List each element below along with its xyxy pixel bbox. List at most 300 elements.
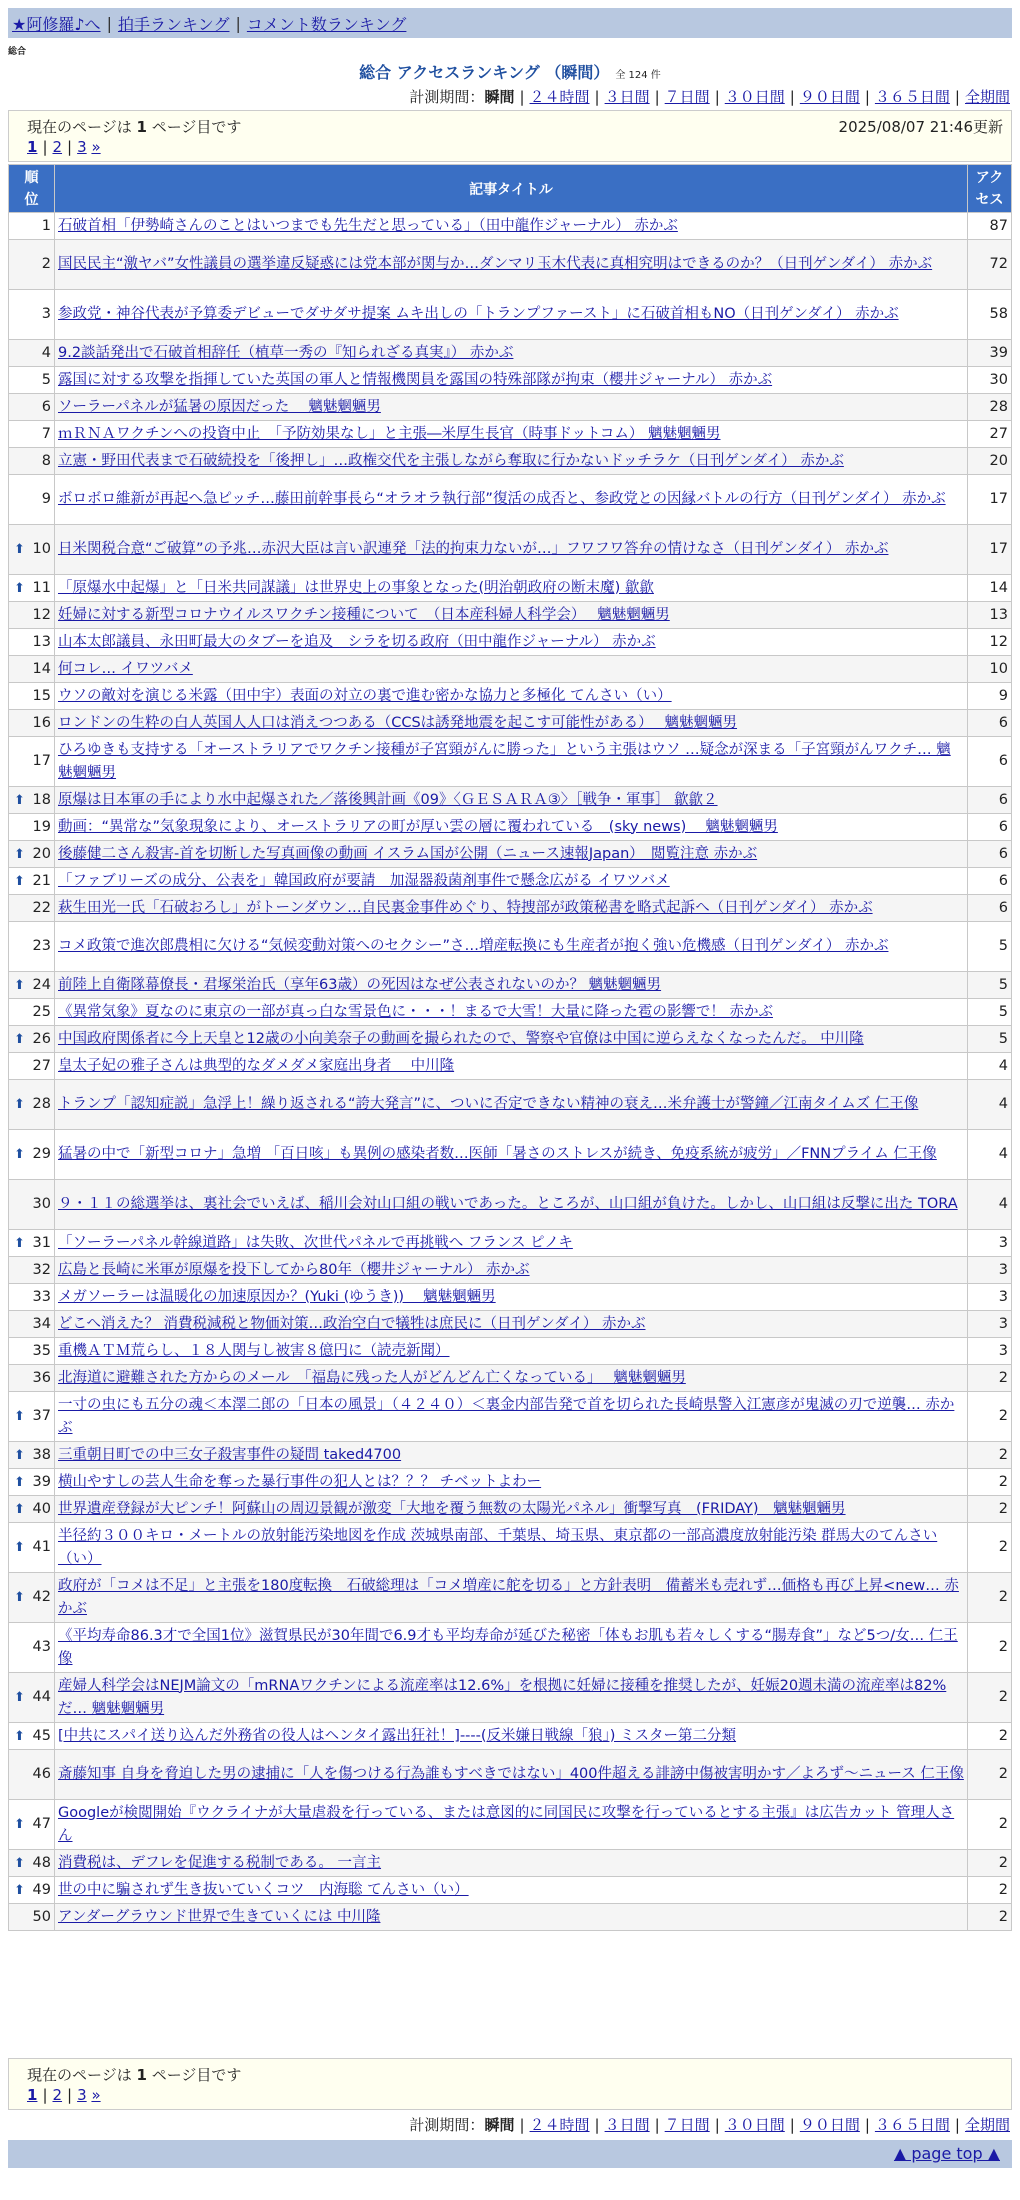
table-row <box>9 1673 1012 1723</box>
rank-cell <box>9 1257 55 1284</box>
title-cell <box>55 1284 968 1311</box>
rank-number: 22 <box>32 899 51 916</box>
rank-number: 34 <box>32 1315 51 1332</box>
title-cell <box>55 1673 968 1723</box>
rank-number: 20 <box>32 845 51 862</box>
title-cell <box>55 814 968 841</box>
rank-up-arrow-icon: ⬆ <box>14 1882 25 1898</box>
rank-cell <box>9 213 55 240</box>
title-cell <box>55 290 968 340</box>
rank-cell <box>9 340 55 367</box>
title-cell <box>55 1080 968 1130</box>
header-access: アクセス <box>968 165 1012 213</box>
nav-link-asyura[interactable]: ★阿修羅♪へ <box>12 14 101 34</box>
table-header-row <box>9 165 1012 213</box>
access-count: 4 <box>968 1180 1012 1230</box>
title-cell <box>55 213 968 240</box>
page-info-suffix: ページ目です <box>146 2066 242 2084</box>
rank-cell <box>9 1904 55 1931</box>
rank-cell <box>9 1230 55 1257</box>
rank-cell <box>9 1523 55 1573</box>
article-title-link[interactable]: 立憲・野田代表まで石破続投を「後押し」…政権交代を主張しながら奪取に行かないドッチラケ（日刊ゲンダイ） 赤かぶ <box>58 452 844 469</box>
rank-cell <box>9 1026 55 1053</box>
access-count: 14 <box>968 575 1012 602</box>
period-option[interactable]: ３日間 <box>604 2116 650 2134</box>
access-count: 72 <box>968 240 1012 290</box>
article-title-link[interactable]: ロンドンの生粋の白人英国人人口は消えつつある（CCSは誘発地震を起こす可能性がある） 魑魅魍魎男 <box>58 714 738 731</box>
period-selector-bottom <box>409 2114 1010 2135</box>
access-count: 6 <box>968 895 1012 922</box>
period-option[interactable]: ２４時間 <box>529 2116 590 2134</box>
period-separator: | <box>789 88 795 106</box>
table-row <box>9 475 1012 525</box>
nav-link-comment-ranking[interactable]: コメント数ランキング <box>246 14 407 34</box>
article-title-link[interactable]: 斎藤知事 自身を脅迫した男の逮捕に「人を傷つける行為誰もすべきではない」400件超える誹謗中傷被害明かす／よろず～ニュース 仁王像 <box>58 1766 964 1782</box>
rank-number: 4 <box>41 344 51 361</box>
title-cell <box>55 1496 968 1523</box>
table-row <box>9 340 1012 367</box>
title-cell <box>55 525 968 575</box>
table-row <box>9 1850 1012 1877</box>
access-count: 30 <box>968 367 1012 394</box>
article-title-link[interactable]: 横山やすしの芸人生命を奪った暴行事件の犯人とは？？？ チベットよわー <box>58 1473 542 1490</box>
article-title-link[interactable]: 妊婦に対する新型コロナウイルスワクチン接種について （日本産科婦人科学会） 魑魅魍魎男 <box>58 606 670 623</box>
rank-number: 24 <box>32 976 51 993</box>
rank-number: 18 <box>32 791 51 808</box>
title-cell <box>55 629 968 656</box>
total-count: 全 124 件 <box>615 70 661 81</box>
access-count: 3 <box>968 1311 1012 1338</box>
access-count: 2 <box>968 1469 1012 1496</box>
rank-number: 23 <box>32 938 51 954</box>
access-count: 2 <box>968 1442 1012 1469</box>
rank-cell <box>9 1080 55 1130</box>
page-title: 総合 アクセスランキング （瞬間） <box>359 63 610 82</box>
table-row <box>9 999 1012 1026</box>
rank-cell <box>9 1573 55 1623</box>
page-info-prefix: 現在のページは <box>27 2066 137 2084</box>
period-option[interactable]: ３日間 <box>604 88 650 106</box>
article-title-link[interactable]: ソーラーパネルが猛暑の原因だった 魑魅魍魎男 <box>58 398 381 415</box>
rank-cell <box>9 787 55 814</box>
rank-number: 31 <box>32 1234 51 1251</box>
title-cell <box>55 1180 968 1230</box>
table-row <box>9 1523 1012 1573</box>
rank-number: 1 <box>41 217 51 234</box>
title-cell <box>55 656 968 683</box>
rank-number: 26 <box>32 1030 51 1047</box>
access-count: 2 <box>968 1392 1012 1442</box>
nav-separator: | <box>235 13 241 33</box>
rank-up-arrow-icon: ⬆ <box>14 1817 25 1832</box>
table-row <box>9 1053 1012 1080</box>
access-count: 2 <box>968 1496 1012 1523</box>
table-row <box>9 1496 1012 1523</box>
table-row <box>9 737 1012 787</box>
rank-number: 29 <box>32 1146 51 1162</box>
period-label: 計測期間： <box>409 88 485 106</box>
article-title-link[interactable]: ボロボロ維新が再起へ急ピッチ…藤田前幹事長ら“オラオラ執行部”復活の成否と、参政党との因縁バトルの行方（日刊ゲンダイ） 赤かぶ <box>58 491 946 507</box>
rank-cell <box>9 1311 55 1338</box>
period-separator: | <box>519 2116 525 2134</box>
article-title-link[interactable]: 9.2談話発出で石破首相辞任（植草一秀の『知られざる真実』） 赤かぶ <box>58 344 514 361</box>
title-cell <box>55 737 968 787</box>
pager-page-link[interactable]: 2 <box>52 138 63 156</box>
article-title-link[interactable]: コメ政策で進次郎農相に欠ける“気候変動対策へのセクシー”さ…増産転換にも生産者が抱く強い危機感（日刊ゲンダイ） 赤かぶ <box>58 938 889 954</box>
period-option[interactable]: ７日間 <box>664 88 710 106</box>
table-row <box>9 1257 1012 1284</box>
rank-number: 32 <box>32 1261 51 1278</box>
table-row <box>9 367 1012 394</box>
rank-up-arrow-icon: ⬆ <box>14 1447 25 1463</box>
title-cell <box>55 922 968 972</box>
access-count: 17 <box>968 525 1012 575</box>
article-title-link[interactable]: 石破首相「伊勢崎さんのことはいつまでも先生だと思っている」（田中龍作ジャーナル） 赤かぶ <box>58 217 678 234</box>
table-row <box>9 710 1012 737</box>
rank-number: 2 <box>41 256 51 272</box>
rank-number: 3 <box>41 306 51 322</box>
page-info-number: 1 <box>136 118 147 136</box>
period-option[interactable]: ９０日間 <box>799 88 860 106</box>
rank-cell <box>9 1723 55 1750</box>
article-title-link[interactable]: 前陸上自衛隊幕僚長・君塚栄治氏（享年63歳）の死因はなぜ公表されないのか？ 魑魅魍魎男 <box>58 976 662 993</box>
title-cell <box>55 1130 968 1180</box>
rank-number: 47 <box>32 1816 51 1832</box>
updated-timestamp: 2025/08/07 21:46更新 <box>838 118 1003 136</box>
table-row <box>9 656 1012 683</box>
rank-number: 16 <box>32 714 51 731</box>
article-title-link[interactable]: Googleが検閲開始『ウクライナが大量虐殺を行っている、または意図的に同国民に攻撃を行っているとする主張』は広告カット 管理人さん <box>58 1804 955 1844</box>
title-cell <box>55 1850 968 1877</box>
rank-cell <box>9 683 55 710</box>
article-title-link[interactable]: 《平均寿命86.3才で全国1位》滋賀県民が30年間で6.9才も平均寿命が延びた秘密「体もお肌も若々しくする“腸寿食”」など5つ/女… 仁王像 <box>58 1627 958 1667</box>
article-title-link[interactable]: アンダーグラウンド世界で生きていくには 中川隆 <box>58 1908 381 1925</box>
rank-up-arrow-icon: ⬆ <box>14 1147 25 1162</box>
title-cell <box>55 394 968 421</box>
rank-cell <box>9 1623 55 1673</box>
rank-cell <box>9 895 55 922</box>
rank-number: 7 <box>41 425 51 442</box>
rank-up-arrow-icon: ⬆ <box>14 1855 25 1871</box>
period-option[interactable]: ９０日間 <box>799 2116 860 2134</box>
nav-separator: | <box>106 13 112 33</box>
article-title-link[interactable]: 萩生田光一氏「石破おろし」がトーンダウン…自民裏金事件めぐり、特捜部が政策秘書を略式起訴へ（日刊ゲンダイ） 赤かぶ <box>58 899 873 916</box>
rank-cell <box>9 290 55 340</box>
access-count: 2 <box>968 1750 1012 1800</box>
article-title-link[interactable]: 世の中に騙されず生き抜いていくコツ 内海聡 てんさい（い） <box>58 1881 469 1898</box>
table-row <box>9 421 1012 448</box>
article-title-link[interactable]: ひろゆきも支持する「オーストラリアでワクチン接種が子宮頸がんに勝った」という主張はウソ …疑念が深まる「子宮頸がんワクチ… 魑魅魍魎男 <box>58 741 951 781</box>
rank-up-arrow-icon: ⬆ <box>14 1728 25 1744</box>
access-count: 4 <box>968 1080 1012 1130</box>
pager-page-link[interactable]: 3 <box>77 138 87 156</box>
rank-cell <box>9 922 55 972</box>
period-separator: | <box>594 88 600 106</box>
table-row <box>9 1623 1012 1673</box>
table-row <box>9 1904 1012 1931</box>
period-option[interactable]: ３０日間 <box>724 2116 785 2134</box>
table-row <box>9 868 1012 895</box>
article-title-link[interactable]: 中国政府関係者に今上天皇と12歳の小向美奈子の動画を撮られたので、警察や官僚は中国に逆らえなくなったんだ。 中川隆 <box>58 1030 864 1047</box>
rank-up-arrow-icon: ⬆ <box>14 977 25 993</box>
article-title-link[interactable]: 「ソーラーパネル幹線道路」は失敗、次世代パネルで再挑戦へ フランス ピノキ <box>58 1234 573 1251</box>
rank-number: 30 <box>32 1196 51 1212</box>
period-selector-top <box>409 86 1010 107</box>
period-option[interactable]: ３０日間 <box>724 88 785 106</box>
rank-cell <box>9 1673 55 1723</box>
article-title-link[interactable]: ９・１１の総選挙は、裏社会でいえば、稲川会対山口組の戦いであった。ところが、山口組が負けた。しかし、山口組は反撃に出た TORA <box>58 1196 958 1212</box>
title-cell <box>55 448 968 475</box>
title-cell <box>55 475 968 525</box>
table-row <box>9 575 1012 602</box>
article-title-link[interactable]: 山本太郎議員、永田町最大のタブーを追及 シラを切る政府（田中龍作ジャーナル） 赤かぶ <box>58 633 656 650</box>
title-cell <box>55 1800 968 1850</box>
access-count: 20 <box>968 448 1012 475</box>
table-row <box>9 1026 1012 1053</box>
pager-page-link[interactable]: 3 <box>77 2086 87 2104</box>
rank-cell <box>9 972 55 999</box>
article-title-link[interactable]: 半径約３００キロ・メートルの放射能汚染地図を作成 茨城県南部、千葉県、埼玉県、東京都の一部高濃度放射能汚染 群馬大のてんさい（い） <box>58 1527 938 1567</box>
article-title-link[interactable]: 日米関税合意“ご破算”の予兆…赤沢大臣は言い訳連発「法的拘束力ないが…」フワフワ答弁の情けなさ（日刊ゲンダイ） 赤かぶ <box>58 541 889 557</box>
article-title-link[interactable]: 原爆は日本軍の手により水中起爆された／落後興計画《09》〈ＧＥＳＡＲＡ③〉［戦争・軍事］ 歙歙２ <box>58 791 718 808</box>
top-nav-bar <box>8 8 1012 38</box>
access-count: 6 <box>968 868 1012 895</box>
table-row <box>9 525 1012 575</box>
rank-cell <box>9 629 55 656</box>
pager-page-link[interactable]: 1 <box>27 2086 38 2104</box>
rank-number: 48 <box>32 1854 51 1871</box>
rank-cell <box>9 421 55 448</box>
title-cell <box>55 999 968 1026</box>
access-count: 6 <box>968 841 1012 868</box>
rank-number: 42 <box>32 1589 51 1605</box>
title-cell <box>55 1750 968 1800</box>
rank-cell <box>9 1750 55 1800</box>
access-count: 4 <box>968 1130 1012 1180</box>
page-info-text <box>27 116 241 137</box>
rank-number: 49 <box>32 1881 51 1898</box>
category-label: 総合 <box>8 47 27 57</box>
access-count: 2 <box>968 1877 1012 1904</box>
footer-bar <box>8 2140 1012 2168</box>
access-count: 17 <box>968 475 1012 525</box>
rank-up-arrow-icon: ⬆ <box>14 873 25 889</box>
period-option: 瞬間 <box>484 2116 515 2134</box>
period-option: 瞬間 <box>484 88 515 106</box>
rank-number: 11 <box>32 579 51 596</box>
article-title-link[interactable]: 三重朝日町での中三女子殺害事件の疑問 taked4700 <box>58 1446 402 1463</box>
access-count: 87 <box>968 213 1012 240</box>
table-row <box>9 394 1012 421</box>
table-row <box>9 1392 1012 1442</box>
period-option[interactable]: ３６５日間 <box>874 88 950 106</box>
table-row <box>9 1573 1012 1623</box>
rank-number: 39 <box>32 1473 51 1490</box>
nav-link-clap-ranking[interactable]: 拍手ランキング <box>117 14 230 34</box>
rank-up-arrow-icon: ⬆ <box>14 542 25 557</box>
rank-cell <box>9 525 55 575</box>
access-count: 58 <box>968 290 1012 340</box>
article-title-link[interactable]: 猛暑の中で「新型コロナ」急増 「百日咳」も異例の感染者数…医師「暑さのストレスが続き、免疫系統が疲労」／FNNプライム 仁王像 <box>58 1146 937 1162</box>
access-count: 5 <box>968 999 1012 1026</box>
rank-cell <box>9 367 55 394</box>
access-count: 3 <box>968 1284 1012 1311</box>
table-row <box>9 972 1012 999</box>
ranking-table <box>8 164 1012 1931</box>
article-title-link[interactable]: 重機ＡＴＭ荒らし、１８人関与し被害８億円に（読売新聞） <box>58 1342 450 1359</box>
ranking-table-body <box>9 213 1012 1931</box>
period-separator: | <box>954 88 960 106</box>
rank-up-arrow-icon: ⬆ <box>14 1690 25 1705</box>
rank-number: 15 <box>32 687 51 704</box>
table-row <box>9 1723 1012 1750</box>
period-option[interactable]: ２４時間 <box>529 88 590 106</box>
rank-up-arrow-icon: ⬆ <box>14 1097 25 1112</box>
rank-number: 36 <box>32 1369 51 1386</box>
pager-next-link[interactable]: » <box>91 138 101 156</box>
rank-cell <box>9 1338 55 1365</box>
rank-number: 5 <box>41 371 51 388</box>
access-count: 39 <box>968 340 1012 367</box>
access-count: 2 <box>968 1523 1012 1573</box>
period-separator: | <box>714 88 720 106</box>
access-count: 6 <box>968 710 1012 737</box>
table-row <box>9 290 1012 340</box>
rank-number: 25 <box>32 1003 51 1020</box>
rank-cell <box>9 814 55 841</box>
article-title-link[interactable]: 後藤健二さん殺害-首を切断した写真画像の動画 イスラム国が公開（ニュース速報Japan） 閲覧注意 赤かぶ <box>58 845 758 862</box>
rank-number: 44 <box>32 1689 51 1705</box>
rank-cell <box>9 1469 55 1496</box>
access-count: 9 <box>968 683 1012 710</box>
rank-cell <box>9 575 55 602</box>
article-title-link[interactable]: 広島と長崎に米軍が原爆を投下してから80年（櫻井ジャーナル） 赤かぶ <box>58 1261 530 1278</box>
page-info-box-top <box>8 110 1012 162</box>
rank-cell <box>9 841 55 868</box>
title-cell <box>55 1723 968 1750</box>
rank-cell <box>9 1180 55 1230</box>
rank-cell <box>9 475 55 525</box>
pager-next-link[interactable]: » <box>91 2086 101 2104</box>
rank-cell <box>9 1877 55 1904</box>
pager-page-link[interactable]: 1 <box>27 138 38 156</box>
period-separator: | <box>864 88 870 106</box>
table-row <box>9 1080 1012 1130</box>
rank-up-arrow-icon: ⬆ <box>14 846 25 862</box>
page-top-link[interactable]: ▲ page top ▲ <box>893 2144 1000 2163</box>
article-title-link[interactable]: [中共にスパイ送り込んだ外務省の役人はヘンタイ露出狂社！]----(反米嫌日戦線「狼」) ミスター第二分類 <box>58 1727 737 1744</box>
access-count: 6 <box>968 814 1012 841</box>
article-title-link[interactable]: 皇太子妃の雅子さんは典型的なダメダメ家庭出身者 中川隆 <box>58 1057 455 1074</box>
rank-cell <box>9 1800 55 1850</box>
title-cell <box>55 868 968 895</box>
article-title-link[interactable]: 「ファブリーズの成分、公表を」韓国政府が要請 加湿器殺菌剤事件で懸念広がる イワツバメ <box>58 872 670 889</box>
period-separator: | <box>594 2116 600 2134</box>
access-count: 28 <box>968 394 1012 421</box>
rank-number: 46 <box>32 1766 51 1782</box>
title-cell <box>55 1573 968 1623</box>
article-title-link[interactable]: 参政党・神谷代表が予算委デビューでダサダサ提案 ムキ出しの「トランプファースト」に石破首相もNO（日刊ゲンダイ） 赤かぶ <box>58 306 899 322</box>
article-title-link[interactable]: トランプ「認知症説」急浮上！繰り返される“誇大発言”に、ついに否定できない精神の衰え…米弁護士が警鐘／江南タイムズ 仁王像 <box>58 1096 919 1112</box>
article-title-link[interactable]: メガソーラーは温暖化の加速原因か？(Yuki (ゆうき)) 魑魅魍魎男 <box>58 1288 496 1305</box>
page-info-number: 1 <box>136 2066 147 2084</box>
rank-number: 9 <box>41 491 51 507</box>
article-title-link[interactable]: 政府が「コメは不足」と主張を180度転換 石破総理は「コメ増産に舵を切る」と方針表明 備蓄米も売れず…価格も再び上昇<new… 赤かぶ <box>58 1577 959 1617</box>
article-title-link[interactable]: 産婦人科学会はNEJM論文の「mRNAワクチンによる流産率は12.6%」を根拠に妊婦に接種を推奨したが、妊娠20週未満の流産率は82%だ… 魑魅魍魎男 <box>58 1677 947 1717</box>
article-title-link[interactable]: 動画：“異常な”気象現象により、オーストラリアの町が厚い雲の層に覆われている (sky news) 魑魅魍魎男 <box>58 818 778 835</box>
title-cell <box>55 575 968 602</box>
access-count: 3 <box>968 1338 1012 1365</box>
table-row <box>9 787 1012 814</box>
rank-cell <box>9 1496 55 1523</box>
article-title-link[interactable]: 一寸の虫にも五分の魂＜本澤二郎の「日本の風景」（４２４０）＜裏金内部告発で首を切られた長崎県警入江憲彦が鬼滅の刃で逆襲… 赤かぶ <box>58 1396 955 1436</box>
period-option[interactable]: ３６５日間 <box>874 2116 950 2134</box>
title-cell <box>55 1365 968 1392</box>
rank-number: 37 <box>32 1408 51 1424</box>
article-title-link[interactable]: 国民民主“激ヤバ”女性議員の選挙違反疑惑には党本部が関与か…ダンマリ玉木代表に真相究明はできるのか？（日刊ゲンダイ） 赤かぶ <box>58 256 933 272</box>
access-count: 4 <box>968 1053 1012 1080</box>
rank-number: 10 <box>32 541 51 557</box>
access-count: 10 <box>968 656 1012 683</box>
rank-number: 41 <box>32 1539 51 1555</box>
rank-cell <box>9 1442 55 1469</box>
rank-cell <box>9 737 55 787</box>
access-count: 2 <box>968 1623 1012 1673</box>
article-title-link[interactable]: 世界遺産登録が大ピンチ！阿蘇山の周辺景観が激変「大地を覆う無数の太陽光パネル」衝撃写真 (FRIDAY) 魑魅魍魎男 <box>58 1500 846 1517</box>
title-cell <box>55 841 968 868</box>
period-separator: | <box>654 2116 660 2134</box>
page-title-wrap <box>0 60 1020 83</box>
period-option[interactable]: 全期間 <box>964 88 1010 106</box>
title-cell <box>55 340 968 367</box>
pager-page-link[interactable]: 2 <box>52 2086 63 2104</box>
pager-separator: | <box>67 138 73 156</box>
title-cell <box>55 1230 968 1257</box>
access-count: 2 <box>968 1573 1012 1623</box>
article-title-link[interactable]: 消費税は、デフレを促進する税制である。 一言主 <box>58 1854 382 1871</box>
rank-cell <box>9 1392 55 1442</box>
period-separator: | <box>654 88 660 106</box>
access-count: 2 <box>968 1365 1012 1392</box>
header-title: 記事タイトル <box>55 165 968 213</box>
title-cell <box>55 1392 968 1442</box>
rank-up-arrow-icon: ⬆ <box>14 1590 25 1605</box>
access-count: 6 <box>968 737 1012 787</box>
article-title-link[interactable]: ウソの敵対を演じる米露（田中宇）表面の対立の裏で進む密かな協力と多極化 てんさい（い） <box>58 687 672 704</box>
pager <box>27 2086 101 2104</box>
table-row <box>9 841 1012 868</box>
article-title-link[interactable]: 《異常気象》夏なのに東京の一部が真っ白な雪景色に・・・！まるで大雪！大量に降った雹の影響で！ 赤かぶ <box>58 1003 773 1020</box>
rank-cell <box>9 1365 55 1392</box>
period-option[interactable]: 全期間 <box>964 2116 1010 2134</box>
article-title-link[interactable]: 露国に対する攻撃を指揮していた英国の軍人と情報機関員を露国の特殊部隊が拘束（櫻井ジャーナル） 赤かぶ <box>58 371 773 388</box>
period-option[interactable]: ７日間 <box>664 2116 710 2134</box>
rank-number: 13 <box>32 633 51 650</box>
article-title-link[interactable]: 何コレ… イワツバメ <box>58 660 193 677</box>
article-title-link[interactable]: 「原爆水中起爆」と「日米共同謀議」は世界史上の事象となった(明治朝政府の断末魔) 歙歙 <box>58 579 654 596</box>
access-count: 5 <box>968 922 1012 972</box>
article-title-link[interactable]: ｍＲＮＡワクチンへの投資中止 「予防効果なし」と主張―米厚生長官（時事ドットコム） 魑魅魍魎男 <box>58 425 721 442</box>
rank-cell <box>9 1130 55 1180</box>
title-cell <box>55 710 968 737</box>
title-cell <box>55 895 968 922</box>
rank-number: 33 <box>32 1288 51 1305</box>
article-title-link[interactable]: 北海道に避難された方からのメール 「福島に残った人がどんどん亡くなっている」 魑魅魍魎男 <box>58 1369 686 1386</box>
pager-separator: | <box>42 138 48 156</box>
article-title-link[interactable]: どこへ消えた？ 消費税減税と物価対策…政治空白で犠牲は庶民に（日刊ゲンダイ） 赤かぶ <box>58 1315 646 1332</box>
title-cell <box>55 972 968 999</box>
period-label: 計測期間： <box>409 2116 485 2134</box>
